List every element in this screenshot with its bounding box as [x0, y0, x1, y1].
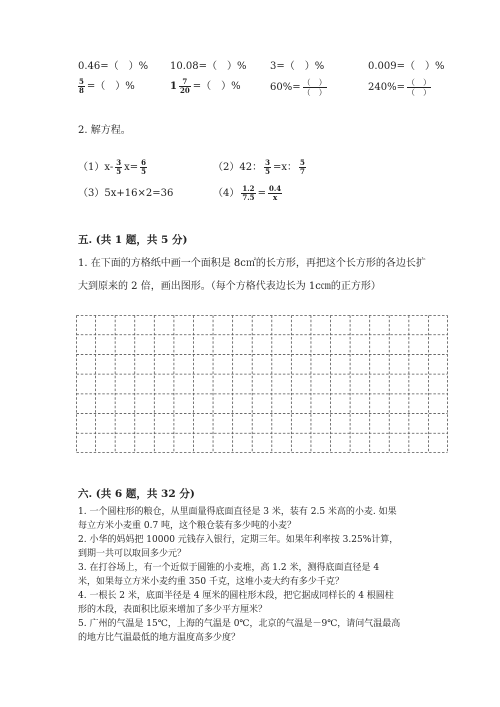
conversion-8: 240%= （ ） （ ） [368, 78, 431, 97]
problem-line: 的地方比气温最低的地方温度高多少度？ [78, 633, 241, 643]
equation-1: （1）x- $\frac{3}{5}$ x= $\frac{6}{5}$ [78, 158, 146, 176]
square-grid [76, 315, 448, 453]
problem-line: 1. 一个圆柱形的粮仓，从里面量得底面直径是 3 米，装有 2.5 米高的小麦. 如果 [78, 507, 397, 517]
conversion-2: 10.08=（ ）% [170, 61, 247, 72]
problem-line: 每立方米小麦重 0.7 吨，这个粮仓装有多少吨的小麦？ [78, 521, 297, 531]
blank-fraction: （ ） （ ） [302, 78, 327, 97]
problem-line: 3. 在打谷场上，有一个近似于圆锥的小麦堆，高 1.2 米，测得底面直径是 4 [78, 563, 380, 573]
question-line: 大到原来的 2 倍，画出图形。（每个方格代表边长为 1c㎝的正方形） [78, 281, 381, 292]
conversion-1: 0.46=（ ）% [78, 61, 149, 72]
conversion-7: 60%= （ ） （ ） [270, 78, 327, 97]
blank-fraction: （ ） （ ） [406, 78, 431, 97]
fraction: $\frac{7}{20}$ [179, 77, 190, 95]
fraction: $\frac{5}{8}$ [79, 77, 84, 95]
problem-line: 2. 小华的妈妈把 10000 元钱存入银行，定期三年。如果年利率按 3.25%计算， [78, 535, 399, 545]
problem-line: 4. 一根长 2 米，底面半径是 4 厘米的圆柱形木段，把它据成同样长的 4 根圆柱 [78, 591, 394, 601]
conversion-4: 0.009=（ ）% [368, 61, 445, 72]
equation-4: （4） $\frac{1.2}{7.5}$ = $\frac{0.4}{x}$ [213, 184, 282, 202]
problem-line: 5. 广州的气温是 15℃，上海的气温是 0℃，北京的气温是－9℃，请问气温最高 [78, 619, 401, 629]
equation-3: （3）5x+16×2=36 [78, 188, 174, 199]
problem-line: 到期一共可以取回多少元？ [78, 549, 187, 559]
conversion-3: 3=（ ）% [270, 61, 325, 72]
question-line: 1. 在下面的方格纸中画一个面积是 8c㎡的长方形，再把这个长方形的各边长扩 [78, 258, 426, 269]
section-5-heading: 五. (共 1 题，共 5 分) [78, 234, 188, 246]
section-6-heading: 六. (共 6 题，共 32 分) [78, 488, 195, 500]
conversion-6: 1 $\frac{7}{20}$ =（ ）% [170, 77, 241, 95]
problem-line: 米，如果每立方米小麦约重 350 千克，这堆小麦大约有多少千克？ [78, 577, 344, 587]
problem-line: 形的木段，表面积比原来增加了多少平方厘米？ [78, 605, 268, 615]
section-title: 2. 解方程。 [78, 125, 131, 136]
conversion-5: $\frac{5}{8}$ =（ ）% [79, 77, 135, 95]
equation-2: （2）42： $\frac{3}{5}$ =x： $\frac{5}{7}$ [213, 158, 305, 176]
